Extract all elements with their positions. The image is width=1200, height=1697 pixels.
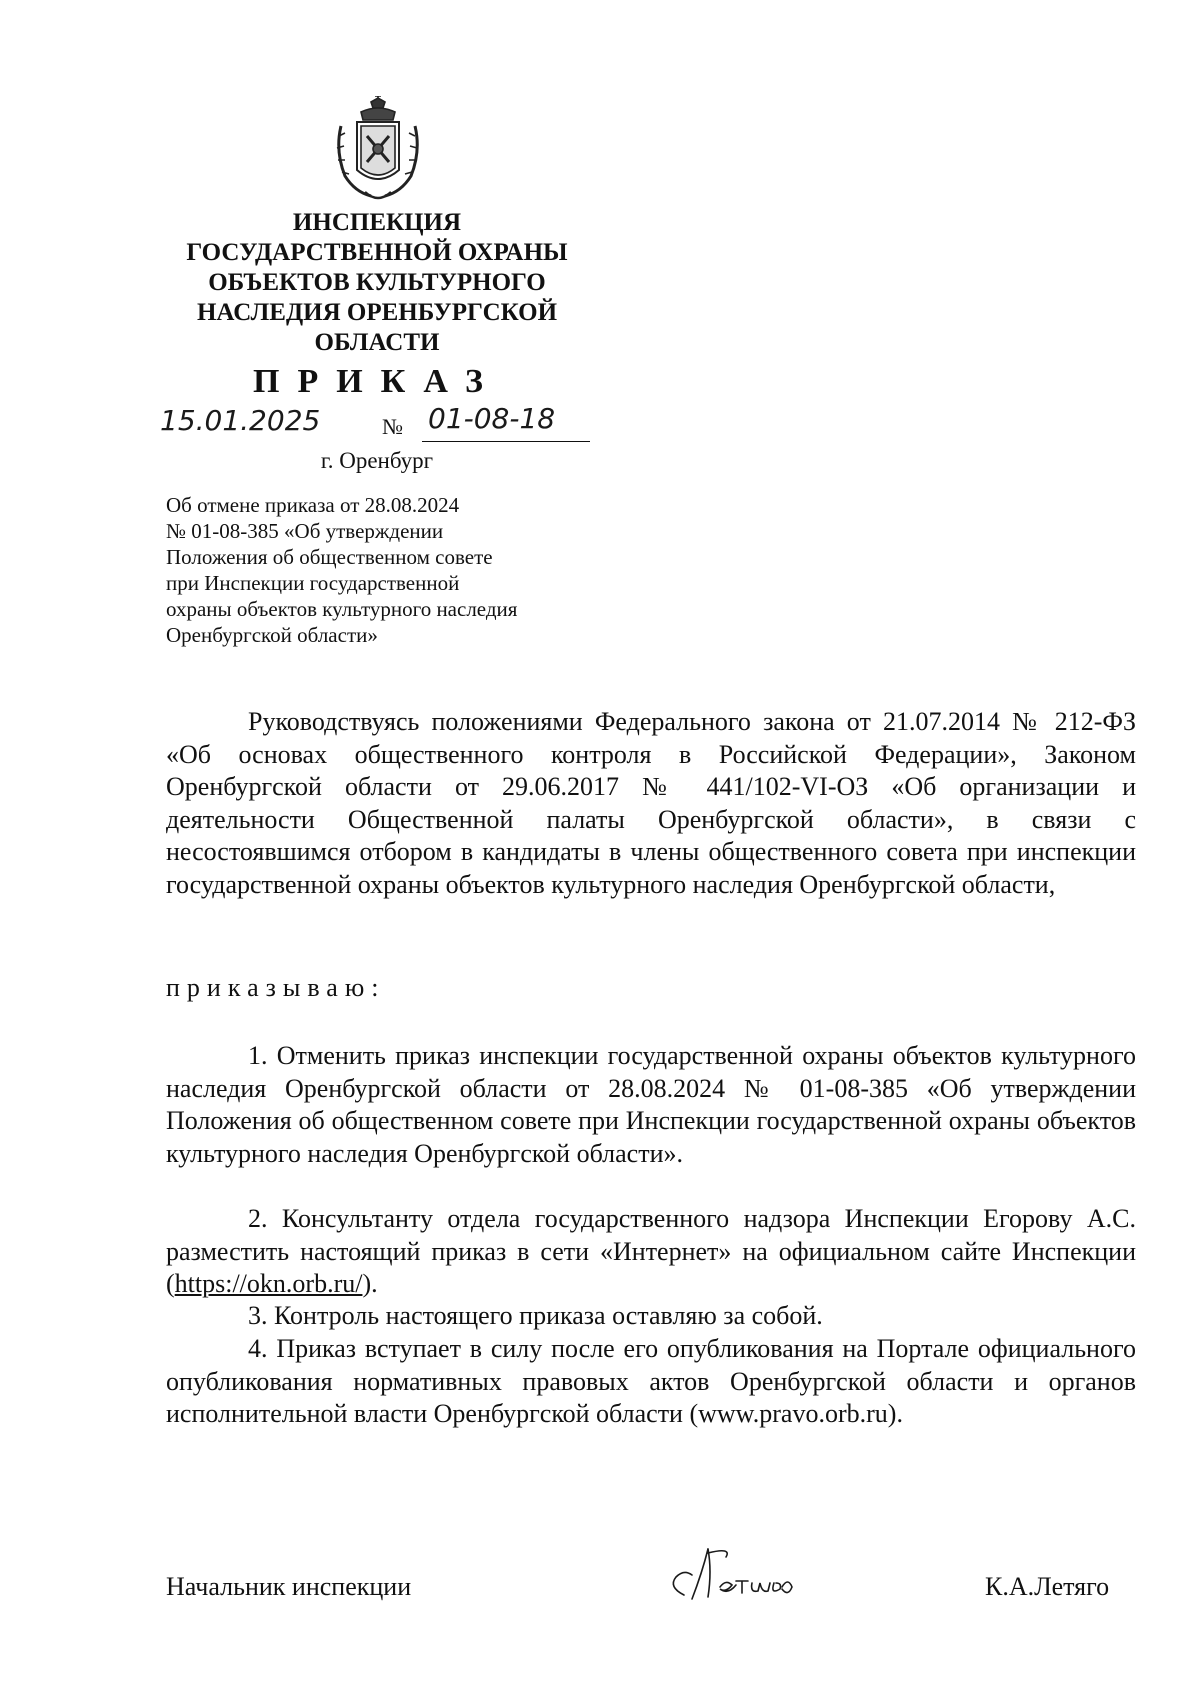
handwritten-signature — [662, 1543, 832, 1607]
subject-line: № 01-08-385 «Об утверждении — [166, 519, 444, 543]
subject-line: при Инспекции государственной — [166, 571, 460, 595]
preamble-paragraph: Руководствуясь положениями Федерального закона от 21.07.2014 № 212-ФЗ «Об основах общественного контроля в Российской Федерации», Законом Оренбургской области от 29.06.2017 № 441/102-VI-ОЗ «Об организации и деятельности Общественной палаты Оренбургской области», в связи с несостоявшимся отбором в кандидаты в члены общественного совета при инспекции государственной охраны объектов культурного наследия Оренбургской области, — [166, 707, 1136, 899]
website-link[interactable]: https://okn.orb.ru/ — [174, 1269, 363, 1298]
order-item-1: 1. Отменить приказ инспекции государственной охраны объектов культурного наследия Оренбургской области от 28.08.2024 № 01-08-385 «Об утверждении Положения об общественном совете при Инспекции государственной охраны объектов культурного наследия Оренбургской области». — [166, 1041, 1136, 1168]
order-date-number — [160, 404, 590, 444]
order-item-3: 3. Контроль настоящего приказа оставляю за собой. — [248, 1301, 823, 1330]
org-line: НАСЛЕДИЯ ОРЕНБУРГСКОЙ — [196, 299, 558, 326]
city-line: г. Оренбург — [320, 448, 434, 473]
coat-of-arms-emblem — [331, 96, 425, 204]
org-line: ОБЛАСТИ — [314, 329, 440, 356]
item-2-end: ). — [362, 1269, 378, 1298]
org-line: ГОСУДАРСТВЕННОЙ ОХРАНЫ — [186, 239, 568, 266]
number-underline — [422, 441, 590, 442]
document-type-title: ПРИКАЗ — [253, 363, 501, 400]
issuing-organization — [160, 208, 594, 358]
subject-line: Об отмене приказа от 28.08.2024 — [166, 493, 460, 517]
item-2-text: 2. Консультанту отдела государственного надзора Инспекции Егорову А.С. разместить настоящий приказ в сети «Интернет» на официальном сайте Инспекции ( — [166, 1204, 1136, 1298]
subject-line: Оренбургской области» — [166, 623, 378, 647]
signatory-position: Начальник инспекции — [166, 1572, 412, 1601]
order-item-2 — [166, 1203, 1136, 1301]
number-sign: № — [382, 414, 403, 439]
order-item-4: 4. Приказ вступает в силу после его опубликования на Портале официального опубликования нормативных правовых актов Оренбургской области и органов исполнительной власти Оренбургской области (www.pravo.orb.ru). — [166, 1334, 1136, 1428]
order-word: приказываю: — [166, 973, 386, 1002]
handwritten-date: 15.01.2025 — [160, 404, 321, 437]
order-subject — [166, 492, 586, 648]
org-line: ИНСПЕКЦИЯ — [292, 209, 462, 236]
subject-line: охраны объектов культурного наследия — [166, 597, 518, 621]
subject-line: Положения об общественном совете — [166, 545, 493, 569]
signatory-name: К.А.Летяго — [985, 1572, 1110, 1601]
handwritten-order-number: 01-08-18 — [428, 402, 556, 435]
org-line: ОБЪЕКТОВ КУЛЬТУРНОГО — [208, 269, 546, 296]
